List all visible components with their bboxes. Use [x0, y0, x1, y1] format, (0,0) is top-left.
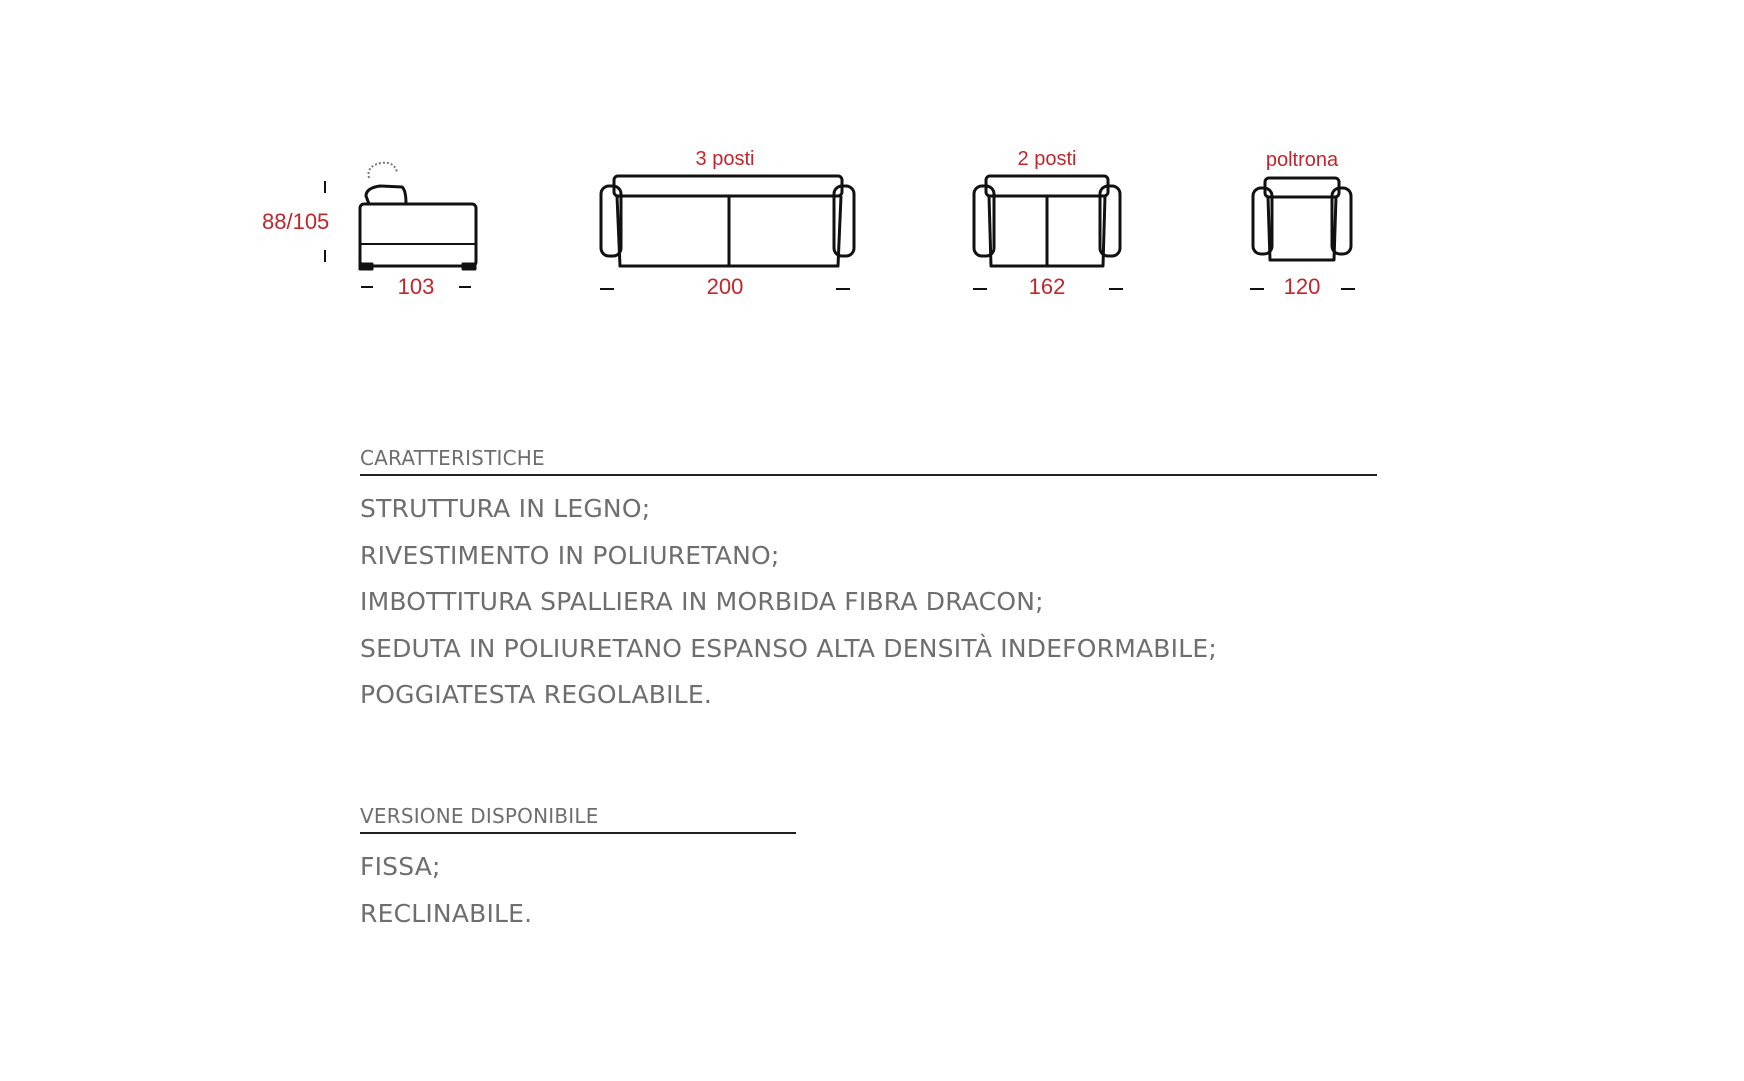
feature-item: IMBOTTITURA SPALLIERA IN MORBIDA FIBRA DRACON;: [360, 587, 1044, 616]
feature-item: SEDUTA IN POLIURETANO ESPANSO ALTA DENSITÀ INDEFORMABILE;: [360, 633, 1217, 663]
version-item: FISSA;: [360, 852, 441, 881]
side-view-diagram: [325, 163, 476, 287]
versions-section: [360, 804, 796, 937]
two-seat-label: 2 posti: [1017, 148, 1077, 170]
versions-title: VERSIONE DISPONIBILE: [360, 804, 796, 834]
features-title: CARATTERISTICHE: [360, 446, 1377, 476]
sofa-diagrams: [0, 0, 1744, 330]
version-item: RECLINABILE.: [360, 898, 533, 928]
features-section: [360, 446, 1377, 719]
armchair-diagram: [1250, 178, 1355, 289]
armchair-label: poltrona: [1265, 149, 1339, 171]
three-seat-label: 3 posti: [695, 148, 755, 170]
armchair-width-label: 120: [1283, 274, 1321, 299]
two-seat-sofa-diagram: [973, 176, 1123, 289]
three-seat-width-label: 200: [706, 274, 744, 299]
two-seat-width-label: 162: [1028, 274, 1066, 299]
side-width-label: 103: [397, 274, 435, 299]
feature-item: STRUTTURA IN LEGNO;: [360, 494, 651, 523]
feature-item: POGGIATESTA REGOLABILE.: [360, 680, 712, 709]
three-seat-sofa-diagram: [600, 176, 854, 289]
feature-item: RIVESTIMENTO IN POLIURETANO;: [360, 540, 780, 570]
side-height-label: 88/105: [262, 209, 330, 234]
